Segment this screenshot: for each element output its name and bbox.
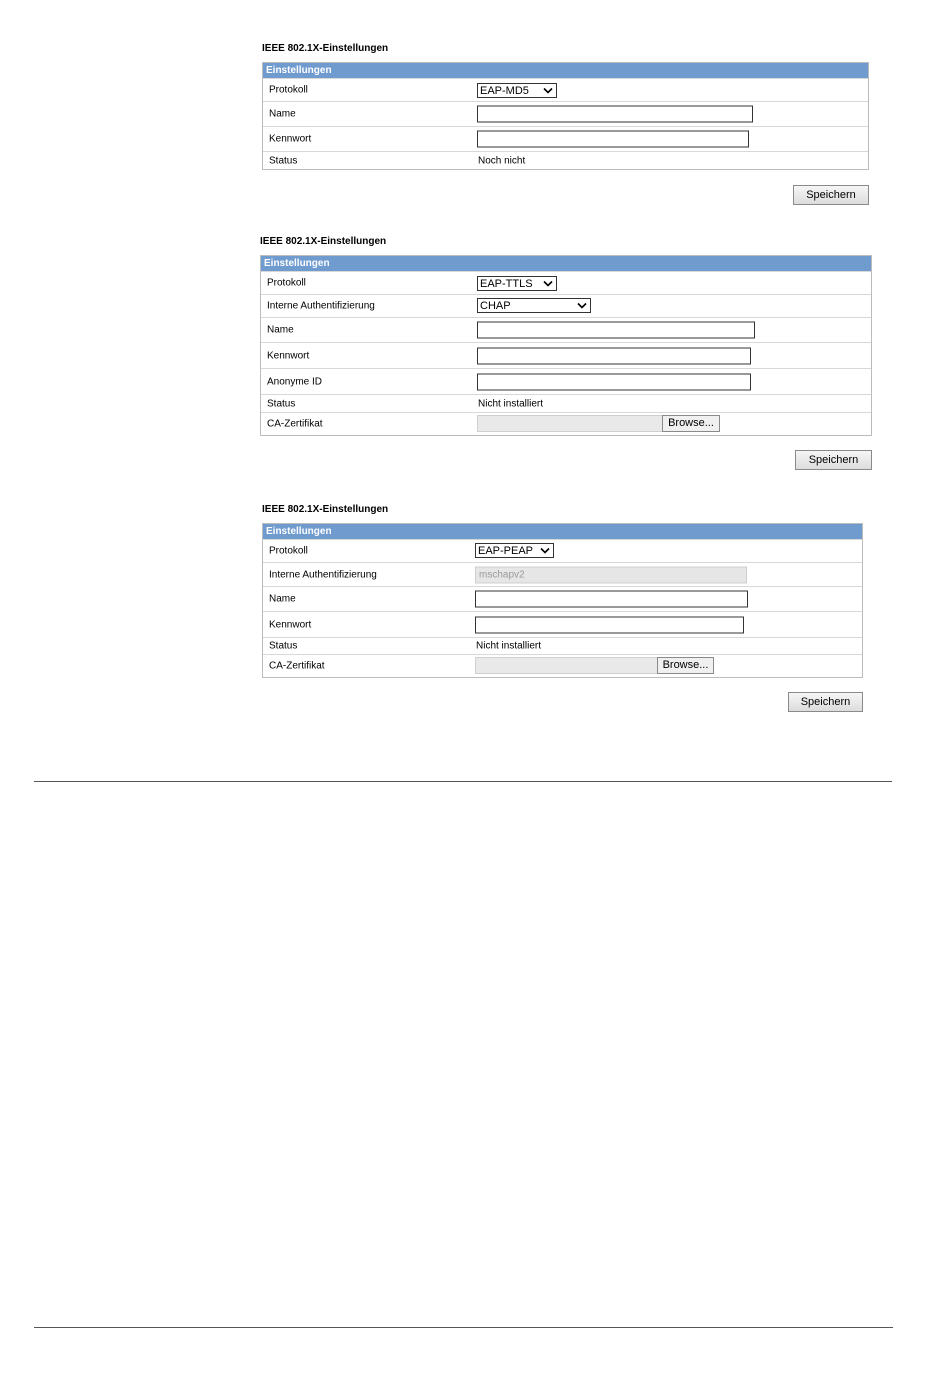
inner-auth-disabled-field: mschapv2 [475, 566, 747, 583]
eap-ttls-panel [260, 235, 872, 436]
name-label: Name [269, 108, 296, 120]
name-row [263, 586, 862, 611]
protocol-row [263, 78, 868, 101]
anonymous-id-row [261, 368, 871, 394]
protocol-select-value: EAP-MD5 [480, 85, 529, 97]
save-button[interactable]: Speichern [795, 450, 872, 470]
name-row [263, 101, 868, 126]
name-label: Name [267, 324, 294, 336]
ca-certificate-file-field[interactable] [477, 415, 663, 432]
status-row [263, 151, 868, 169]
password-label: Kennwort [269, 133, 312, 145]
protocol-select[interactable] [475, 543, 554, 558]
ca-certificate-label: CA-Zertifikat [267, 418, 323, 430]
protocol-select-value: EAP-PEAP [478, 545, 534, 557]
protocol-label: Protokoll [269, 545, 308, 557]
panel-title: IEEE 802.1X-Einstellungen [260, 236, 387, 247]
password-row [263, 611, 862, 637]
chevron-down-icon [543, 85, 553, 96]
password-input[interactable] [475, 616, 744, 633]
status-value: Nicht installiert [476, 640, 542, 652]
name-input[interactable] [477, 106, 753, 123]
inner-auth-row [261, 294, 871, 317]
settings-header: Einstellungen [261, 256, 871, 271]
chevron-down-icon [577, 300, 587, 311]
status-row [261, 394, 871, 412]
save-button[interactable]: Speichern [793, 185, 869, 205]
eap-peap-panel [262, 503, 863, 678]
protocol-select[interactable] [477, 276, 557, 291]
status-label: Status [267, 398, 296, 409]
protocol-label: Protokoll [267, 277, 306, 289]
settings-header: Einstellungen [263, 63, 868, 78]
name-input[interactable] [477, 322, 755, 339]
ca-certificate-row [261, 412, 871, 435]
password-label: Kennwort [267, 350, 310, 361]
ca-certificate-row [263, 654, 862, 677]
chevron-down-icon [540, 545, 550, 556]
protocol-select[interactable] [477, 83, 557, 98]
divider-line [34, 781, 892, 782]
status-value: Noch nicht [478, 155, 526, 166]
anonymous-id-input[interactable] [477, 373, 751, 390]
settings-box [260, 255, 872, 436]
inner-auth-select[interactable] [477, 298, 591, 313]
settings-header: Einstellungen [263, 524, 862, 539]
inner-auth-row [263, 562, 862, 586]
inner-auth-select-value: CHAP [480, 300, 511, 312]
panel-title: IEEE 802.1X-Einstellungen [262, 43, 389, 54]
settings-box [262, 62, 869, 170]
settings-box [262, 523, 863, 678]
browse-button[interactable]: Browse... [657, 657, 714, 674]
inner-auth-label: Interne Authentifizierung [267, 300, 375, 312]
protocol-row [263, 539, 862, 562]
ca-certificate-label: CA-Zertifikat [269, 660, 325, 672]
protocol-label: Protokoll [269, 84, 308, 96]
chevron-down-icon [543, 278, 553, 289]
anonymous-id-label: Anonyme ID [267, 376, 323, 387]
footer-divider-line [34, 1327, 893, 1328]
password-row [261, 342, 871, 368]
save-button[interactable]: Speichern [788, 692, 863, 712]
panel-title: IEEE 802.1X-Einstellungen [262, 504, 389, 515]
status-label: Status [269, 640, 298, 652]
password-input[interactable] [477, 347, 751, 364]
status-value: Nicht installiert [478, 398, 544, 409]
ca-certificate-file-field[interactable] [475, 657, 658, 674]
password-row [263, 126, 868, 151]
name-input[interactable] [475, 591, 748, 608]
name-label: Name [269, 593, 296, 605]
eap-md5-panel [262, 42, 869, 170]
name-row [261, 317, 871, 342]
password-label: Kennwort [269, 619, 312, 630]
inner-auth-label: Interne Authentifizierung [269, 569, 377, 580]
status-row [263, 637, 862, 654]
protocol-select-value: EAP-TTLS [480, 278, 533, 290]
browse-button[interactable]: Browse... [662, 415, 720, 432]
status-label: Status [269, 155, 298, 166]
password-input[interactable] [477, 131, 749, 148]
protocol-row [261, 271, 871, 294]
